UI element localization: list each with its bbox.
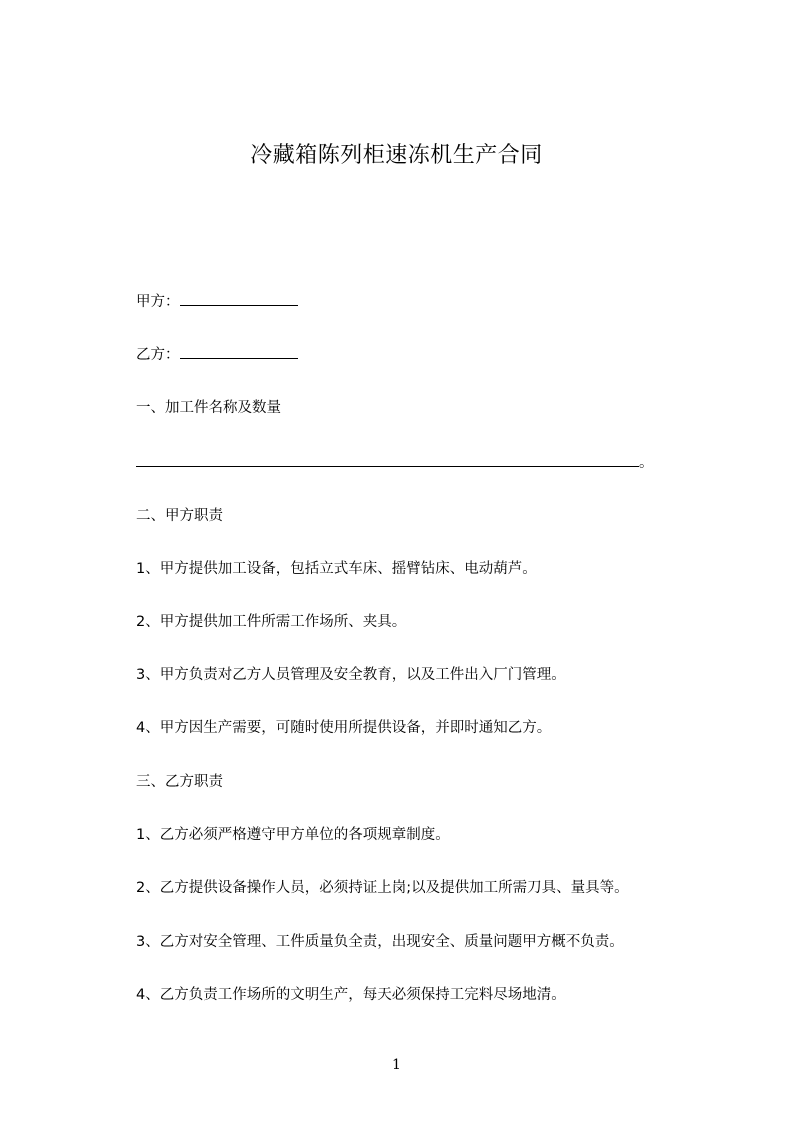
party-b-line — [136, 344, 298, 365]
section2-item: 3、甲方负责对乙方人员管理及安全教育，以及工件出入厂门管理。 — [136, 667, 566, 683]
document-title: 冷藏箱陈列柜速冻机生产合同 — [250, 143, 543, 168]
section2-item: 4、甲方因生产需要，可随时使用所提供设备，并即时通知乙方。 — [136, 720, 552, 736]
section3-item: 3、乙方对安全管理、工件质量负全责，出现安全、质量问题甲方概不负责。 — [136, 934, 624, 950]
item-quantity-blank — [136, 452, 639, 467]
party-a-label: 甲方： — [136, 294, 180, 310]
blank-suffix: 。 — [639, 455, 654, 471]
section3-item: 1、乙方必须严格遵守甲方单位的各项规章制度。 — [136, 827, 450, 843]
section1-heading: 一、加工件名称及数量 — [136, 400, 281, 416]
party-a-blank — [180, 291, 298, 306]
party-b-label: 乙方： — [136, 347, 180, 363]
section2-heading: 二、甲方职责 — [136, 508, 223, 524]
party-b-blank — [180, 344, 298, 359]
section3-item: 2、乙方提供设备操作人员，必须持证上岗;以及提供加工所需刀具、量具等。 — [136, 880, 629, 896]
page-number: 1 — [392, 1057, 401, 1073]
section3-heading: 三、乙方职责 — [136, 774, 223, 790]
section1-blank-line — [136, 452, 654, 473]
section3-item: 4、乙方负责工作场所的文明生产，每天必须保持工完料尽场地清。 — [136, 987, 566, 1003]
section2-item: 1、甲方提供加工设备，包括立式车床、摇臂钻床、电动葫芦。 — [136, 561, 537, 577]
section2-item: 2、甲方提供加工件所需工作场所、夹具。 — [136, 614, 407, 630]
party-a-line — [136, 291, 298, 312]
